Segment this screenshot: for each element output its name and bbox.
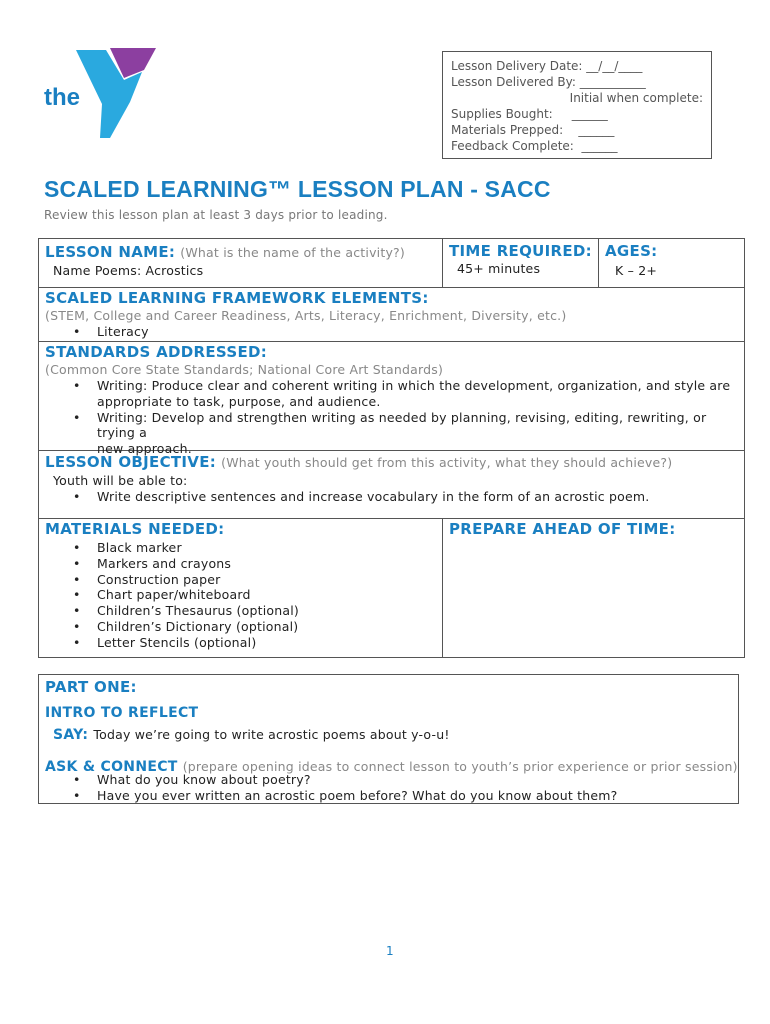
- list-item: • What do you know about poetry?: [45, 772, 735, 788]
- delivered-by: Lesson Delivered By: ___________: [451, 75, 646, 89]
- list-item: • Writing: Produce clear and coherent writing in which the development, organization, and style are appropriate to task, purpose, and audience.: [45, 378, 745, 410]
- page-title: SCALED LEARNING™ LESSON PLAN - SACC: [44, 176, 551, 202]
- say-line: SAY: Today we’re going to write acrostic poems about y-o-u!: [53, 727, 450, 743]
- prepare-label: PREPARE AHEAD OF TIME:: [449, 520, 676, 538]
- framework-label: SCALED LEARNING FRAMEWORK ELEMENTS:: [45, 289, 429, 307]
- feedback-complete: Feedback Complete: ______: [451, 139, 618, 153]
- initial-note: Initial when complete:: [569, 91, 703, 105]
- logo-word: the: [44, 84, 80, 111]
- materials-list: [45, 540, 435, 651]
- list-item: • Writing: Develop and strengthen writing as needed by planning, revising, editing, rewriting, or trying a new approach.: [45, 410, 745, 457]
- time-required-value: 45+ minutes: [457, 261, 541, 276]
- part-one-box: [38, 674, 739, 804]
- lesson-name-header: LESSON NAME: (What is the name of the activity?): [45, 243, 405, 261]
- ymca-mark: YMCA: [125, 110, 146, 135]
- ages-value: K – 2+: [615, 263, 658, 278]
- list-item: • Construction paper: [45, 572, 435, 588]
- delivery-checklist: [442, 51, 712, 159]
- standards-label: STANDARDS ADDRESSED:: [45, 343, 268, 361]
- part-one-label: PART ONE:: [45, 678, 137, 696]
- objective-header: LESSON OBJECTIVE: (What youth should get from this activity, what they should achieve?): [45, 453, 673, 471]
- list-item: • Markers and crayons: [45, 556, 435, 572]
- list-item: • Literacy: [45, 324, 735, 340]
- materials-prepped: Materials Prepped: ______: [451, 123, 615, 137]
- list-item: • Write descriptive sentences and increase vocabulary in the form of an acrostic poem.: [45, 489, 735, 505]
- list-item: • Children’s Dictionary (optional): [45, 619, 435, 635]
- ask-connect-header: ASK & CONNECT (prepare opening ideas to connect lesson to youth’s prior experience or prior session): [45, 759, 738, 775]
- list-item: • Letter Stencils (optional): [45, 635, 435, 651]
- framework-list: [45, 324, 735, 340]
- lesson-name-value: Name Poems: Acrostics: [53, 263, 204, 278]
- objective-intro: Youth will be able to:: [53, 473, 188, 488]
- review-note: Review this lesson plan at least 3 days prior to leading.: [44, 208, 388, 222]
- standards-hint: (Common Core State Standards; National Core Art Standards): [45, 362, 444, 377]
- ages-label: AGES:: [605, 242, 658, 260]
- list-item: • Have you ever written an acrostic poem before? What do you know about them?: [45, 788, 735, 804]
- supplies-bought: Supplies Bought: ______: [451, 107, 608, 121]
- lesson-table: [38, 238, 745, 658]
- ask-connect-list: [45, 772, 735, 804]
- time-required-label: TIME REQUIRED:: [449, 242, 592, 260]
- page-number: 1: [386, 944, 394, 958]
- list-item: • Chart paper/whiteboard: [45, 587, 435, 603]
- materials-label: MATERIALS NEEDED:: [45, 520, 225, 538]
- objective-list: [45, 489, 735, 505]
- intro-label: INTRO TO REFLECT: [45, 705, 199, 721]
- standards-list: [45, 378, 745, 457]
- ymca-logo: [44, 44, 164, 144]
- delivery-date: Lesson Delivery Date: __/__/____: [451, 59, 643, 73]
- list-item: • Black marker: [45, 540, 435, 556]
- framework-hint: (STEM, College and Career Readiness, Arts, Literacy, Enrichment, Diversity, etc.): [45, 308, 567, 323]
- list-item: • Children’s Thesaurus (optional): [45, 603, 435, 619]
